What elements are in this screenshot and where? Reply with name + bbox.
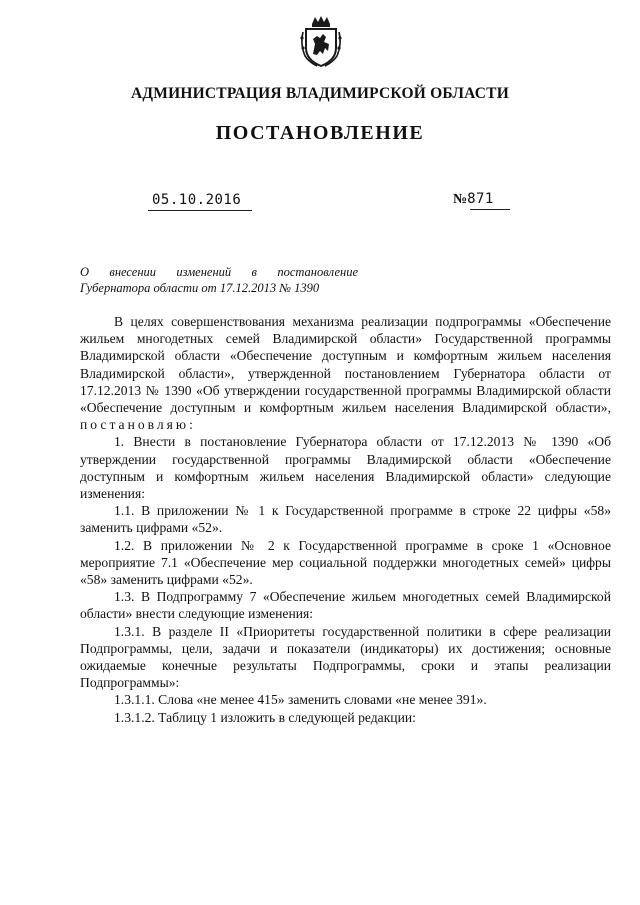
resolve-word: постановляю: [80, 417, 196, 433]
document-subject [80, 264, 358, 296]
document-date: 05.10.2016 [152, 192, 242, 208]
number-sign: № [453, 192, 468, 207]
number-underline [470, 209, 510, 210]
paragraph-1-3-1: 1.3.1. В разделе II «Приоритеты государственной политики в сфере реализации Подпрограммы, цели, задачи и показатели (индикаторы) их достижения; основные ожидаемые конечные результаты Подпрограммы, сроки и этапы реализации Подпрограммы»: [80, 623, 611, 691]
intro-text: В целях совершенствования механизма реализации подпрограммы «Обеспечение жильем многодетных семей Владимирской области» Государственной программы Владимирской области «Обеспечение доступным и комфортным жильем населения Владимирской области», утвержденной постановлением Губернатора области от 17.12.2013 № 1390 «Об утверждении государственной программы Владимирской области «Обеспечение доступным и комфортным жильем населения Владимирской области», [80, 314, 611, 416]
document-body [80, 313, 611, 726]
paragraph-1-3-1-2: 1.3.1.2. Таблицу 1 изложить в следующей редакции: [114, 709, 416, 725]
paragraph-1-3-1-1: 1.3.1.1. Слова «не менее 415» заменить словами «не менее 391». [114, 692, 487, 708]
subject-line-1: О внесении изменений в постановление [80, 265, 358, 279]
date-underline [148, 210, 252, 211]
number-value: 871 [467, 191, 494, 207]
subject-line-2: Губернатора области от 17.12.2013 № 1390 [80, 281, 320, 295]
paragraph-1-2: 1.2. В приложении № 2 к Государственной программе в сроке 1 «Основное мероприятие 7.1 «Обеспечение мер социальной поддержки многодетных семей» цифры «58» заменить цифрами «52». [80, 537, 611, 588]
intro-paragraph [80, 313, 611, 433]
paragraph-1-3: 1.3. В Подпрограмму 7 «Обеспечение жильем многодетных семей Владимирской области» внести следующие изменения: [80, 589, 611, 622]
document-number [453, 191, 494, 208]
paragraph-1-1: 1.1. В приложении № 1 к Государственной программе в строке 22 цифры «58» заменить цифрами «52». [80, 503, 611, 536]
document-type-title: ПОСТАНОВЛЕНИЕ [215, 122, 425, 144]
coat-of-arms-icon [299, 14, 343, 68]
paragraph-1: 1. Внести в постановление Губернатора области от 17.12.2013 № 1390 «Об утверждении государственной программы Владимирской области «Обеспечение доступным и комфортным жильем населения Владимирской области» следующие изменения: [80, 434, 611, 502]
organization-title: АДМИНИСТРАЦИЯ ВЛАДИМИРСКОЙ ОБЛАСТИ [131, 85, 509, 102]
